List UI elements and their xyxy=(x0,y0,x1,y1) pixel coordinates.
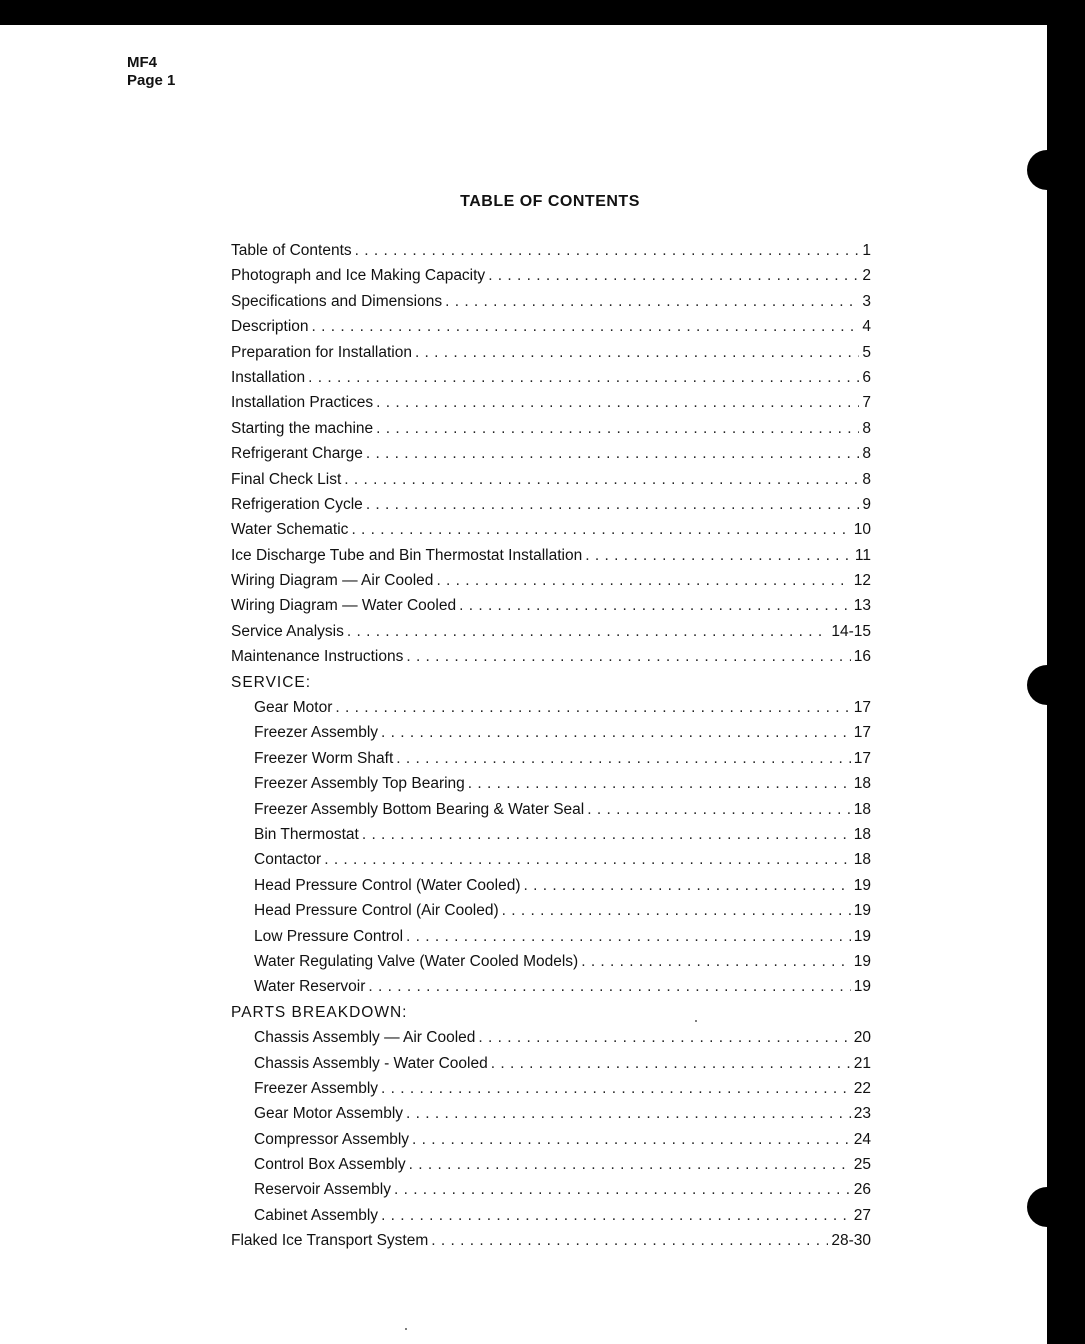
toc-entry-label: Table of Contents xyxy=(231,242,352,259)
toc-leader-dots xyxy=(445,293,859,311)
toc-entry-label: Contactor xyxy=(254,851,322,869)
toc-leader-dots xyxy=(324,851,851,869)
toc-leader-dots xyxy=(381,1207,851,1225)
toc-page-number: 19 xyxy=(853,952,871,970)
toc-page-number: 23 xyxy=(853,1105,871,1123)
toc-entry xyxy=(231,267,871,292)
toc-entry xyxy=(231,1232,871,1257)
toc-page-number: 10 xyxy=(853,521,871,539)
toc-leader-dots xyxy=(488,267,859,285)
toc-leader-dots xyxy=(355,242,860,260)
toc-leader-dots xyxy=(431,1232,828,1250)
toc-leader-dots xyxy=(344,471,859,489)
punch-hole xyxy=(1027,665,1067,705)
toc-entry xyxy=(231,394,871,419)
toc-entry-label: Cabinet Assembly xyxy=(254,1206,379,1224)
toc-entry-label: Freezer Assembly xyxy=(254,1079,379,1097)
toc-page-number: 6 xyxy=(862,368,871,386)
toc-page-number: 21 xyxy=(853,1054,871,1072)
toc-entry xyxy=(231,293,871,318)
toc-entry xyxy=(231,547,871,572)
toc-page-number: 20 xyxy=(853,1029,871,1047)
toc-page-number: 18 xyxy=(853,800,871,818)
toc-entry-label: Water Schematic xyxy=(231,521,349,539)
toc-leader-dots xyxy=(381,724,851,742)
toc-leader-dots xyxy=(308,369,859,387)
page-header xyxy=(127,54,175,90)
toc-entry xyxy=(231,877,871,902)
toc-page-number: 12 xyxy=(853,572,871,590)
toc-leader-dots xyxy=(459,597,851,615)
toc-entry-label: Compressor Assembly xyxy=(254,1130,410,1148)
toc-entry-label: Flaked Ice Transport System xyxy=(231,1232,429,1250)
toc-leader-dots xyxy=(409,1156,851,1174)
toc-entry xyxy=(231,471,871,496)
toc-entry xyxy=(231,1181,871,1206)
toc-entry xyxy=(231,801,871,826)
toc-entry xyxy=(231,1080,871,1105)
toc-entry-label: Chassis Assembly - Water Cooled xyxy=(254,1054,488,1072)
punch-hole xyxy=(1027,1187,1067,1227)
toc-entry xyxy=(231,242,871,267)
document-id: MF4 xyxy=(127,54,157,71)
toc-page-number: 24 xyxy=(853,1130,871,1148)
toc-entry xyxy=(231,648,871,673)
toc-entry xyxy=(231,928,871,953)
toc-page-number: 1 xyxy=(862,242,871,259)
toc-list xyxy=(231,242,871,1258)
toc-entry-label: Wiring Diagram — Air Cooled xyxy=(231,572,434,590)
toc-leader-dots xyxy=(366,445,860,463)
toc-entry xyxy=(231,623,871,648)
toc-entry-label: Refrigerant Charge xyxy=(231,445,363,463)
toc-entry-label: Low Pressure Control xyxy=(254,927,404,945)
toc-leader-dots xyxy=(587,801,851,819)
toc-entry-label: Description xyxy=(231,318,309,336)
toc-entry xyxy=(231,420,871,445)
toc-leader-dots xyxy=(406,928,851,946)
toc-leader-dots xyxy=(406,648,850,666)
punch-hole xyxy=(1027,150,1067,190)
toc-page-number: 8 xyxy=(862,419,871,437)
toc-page-number: 7 xyxy=(862,394,871,412)
toc-entry xyxy=(231,851,871,876)
toc-entry xyxy=(231,1029,871,1054)
toc-leader-dots xyxy=(368,978,850,996)
toc-page-number: 18 xyxy=(853,851,871,869)
toc-entry xyxy=(231,775,871,800)
toc-page-number: 28-30 xyxy=(831,1232,871,1250)
toc-leader-dots xyxy=(376,420,859,438)
toc-leader-dots xyxy=(491,1055,851,1073)
toc-leader-dots xyxy=(468,775,851,793)
toc-entry xyxy=(231,318,871,343)
toc-leader-dots xyxy=(335,699,850,717)
toc-entry xyxy=(231,953,871,978)
toc-entry xyxy=(231,572,871,597)
toc-entry-label: Freezer Assembly xyxy=(254,724,379,742)
toc-leader-dots xyxy=(581,953,851,971)
toc-entry xyxy=(231,1131,871,1156)
toc-page-number: 19 xyxy=(853,978,871,996)
toc-leader-dots xyxy=(478,1029,850,1047)
toc-entry-label: Head Pressure Control (Water Cooled) xyxy=(254,876,521,894)
toc-page-number: 19 xyxy=(853,927,871,945)
toc-entry-label: Wiring Diagram — Water Cooled xyxy=(231,597,457,615)
toc-entry-label: Service Analysis xyxy=(231,622,344,640)
toc-entry-label: Installation xyxy=(231,368,306,386)
toc-entry-label: Chassis Assembly — Air Cooled xyxy=(254,1029,476,1047)
toc-entry xyxy=(231,978,871,1003)
toc-entry-label: PARTS BREAKDOWN: xyxy=(231,1003,408,1021)
toc-entry-label: Water Regulating Valve (Water Cooled Models) xyxy=(254,952,579,970)
toc-entry-label: Reservoir Assembly xyxy=(254,1181,391,1199)
toc-page-number: 13 xyxy=(853,597,871,615)
toc-page-number: 19 xyxy=(853,876,871,894)
toc-leader-dots xyxy=(585,547,852,565)
toc-entry-label: Preparation for Installation xyxy=(231,343,412,361)
toc-entry-label: Photograph and Ice Making Capacity xyxy=(231,267,486,285)
toc-entry-label: Starting the machine xyxy=(231,419,374,437)
toc-entry-label: Ice Discharge Tube and Bin Thermostat Installation xyxy=(231,546,583,564)
toc-entry xyxy=(231,902,871,927)
toc-entry-label: Final Check List xyxy=(231,470,342,488)
toc-page-number: 11 xyxy=(854,546,871,564)
toc-page-number: 4 xyxy=(862,318,871,336)
toc-leader-dots xyxy=(366,496,860,514)
toc-page-number: 22 xyxy=(853,1079,871,1097)
scan-speck xyxy=(695,1020,697,1022)
toc-entry xyxy=(231,521,871,546)
toc-section-heading xyxy=(231,1004,871,1029)
toc-page-number: 5 xyxy=(862,343,871,361)
toc-entry xyxy=(231,1156,871,1181)
toc-leader-dots xyxy=(312,318,860,336)
toc-page-number: 8 xyxy=(862,445,871,463)
toc-entry-label: Control Box Assembly xyxy=(254,1156,406,1174)
scan-speck xyxy=(405,1328,407,1330)
toc-entry xyxy=(231,597,871,622)
toc-entry-label: Bin Thermostat xyxy=(254,825,359,843)
toc-page-number: 2 xyxy=(862,267,871,285)
toc-entry-label: Gear Motor xyxy=(254,699,333,717)
toc-page-number: 17 xyxy=(853,699,871,717)
toc-leader-dots xyxy=(362,826,851,844)
toc-entry xyxy=(231,826,871,851)
toc-entry xyxy=(231,496,871,521)
toc-leader-dots xyxy=(436,572,850,590)
toc-page-number: 3 xyxy=(862,292,871,310)
toc-entry xyxy=(231,445,871,470)
toc-leader-dots xyxy=(406,1105,851,1123)
toc-page-number: 19 xyxy=(853,902,871,920)
toc-leader-dots xyxy=(502,902,851,920)
toc-leader-dots xyxy=(351,521,850,539)
toc-section-heading xyxy=(231,674,871,699)
toc-entry xyxy=(231,699,871,724)
toc-entry-label: Specifications and Dimensions xyxy=(231,292,443,310)
toc-page-number: 8 xyxy=(862,470,871,488)
toc-entry-label: Refrigeration Cycle xyxy=(231,495,363,513)
toc-leader-dots xyxy=(394,1181,851,1199)
toc-entry-label: Freezer Assembly Top Bearing xyxy=(254,775,465,793)
page-number-label: Page 1 xyxy=(127,72,176,89)
toc-page-number: 9 xyxy=(862,495,871,513)
toc-page-number: 17 xyxy=(853,724,871,742)
toc-leader-dots xyxy=(415,344,859,362)
toc-page-number: 27 xyxy=(853,1206,871,1224)
toc-entry xyxy=(231,1055,871,1080)
toc-entry-label: SERVICE: xyxy=(231,673,312,691)
toc-leader-dots xyxy=(376,394,859,412)
toc-entry-label: Freezer Worm Shaft xyxy=(254,749,394,767)
toc-page-number: 17 xyxy=(853,749,871,767)
toc-entry xyxy=(231,1207,871,1232)
toc-leader-dots xyxy=(523,877,850,895)
toc-entry-label: Maintenance Instructions xyxy=(231,648,404,666)
toc-page-number: 14-15 xyxy=(831,622,871,640)
toc-page-number: 16 xyxy=(853,648,871,666)
toc-leader-dots xyxy=(412,1131,851,1149)
toc-page-number: 18 xyxy=(853,775,871,793)
toc-entry-label: Installation Practices xyxy=(231,394,374,412)
toc-entry-label: Water Reservoir xyxy=(254,978,366,996)
toc-entry xyxy=(231,344,871,369)
toc-entry xyxy=(231,750,871,775)
toc-page-number: 25 xyxy=(853,1156,871,1174)
toc-leader-dots xyxy=(347,623,828,641)
toc-page-number: 18 xyxy=(853,825,871,843)
toc-entry-label: Gear Motor Assembly xyxy=(254,1105,404,1123)
toc-title: TABLE OF CONTENTS xyxy=(460,193,640,210)
toc-entry xyxy=(231,724,871,749)
toc-entry xyxy=(231,369,871,394)
document-page xyxy=(0,25,1047,1344)
toc-entry-label: Head Pressure Control (Air Cooled) xyxy=(254,902,499,920)
toc-entry-label: Freezer Assembly Bottom Bearing & Water Seal xyxy=(254,800,585,818)
toc-leader-dots xyxy=(381,1080,851,1098)
toc-page-number: 26 xyxy=(853,1181,871,1199)
toc-entry xyxy=(231,1105,871,1130)
toc-leader-dots xyxy=(396,750,850,768)
